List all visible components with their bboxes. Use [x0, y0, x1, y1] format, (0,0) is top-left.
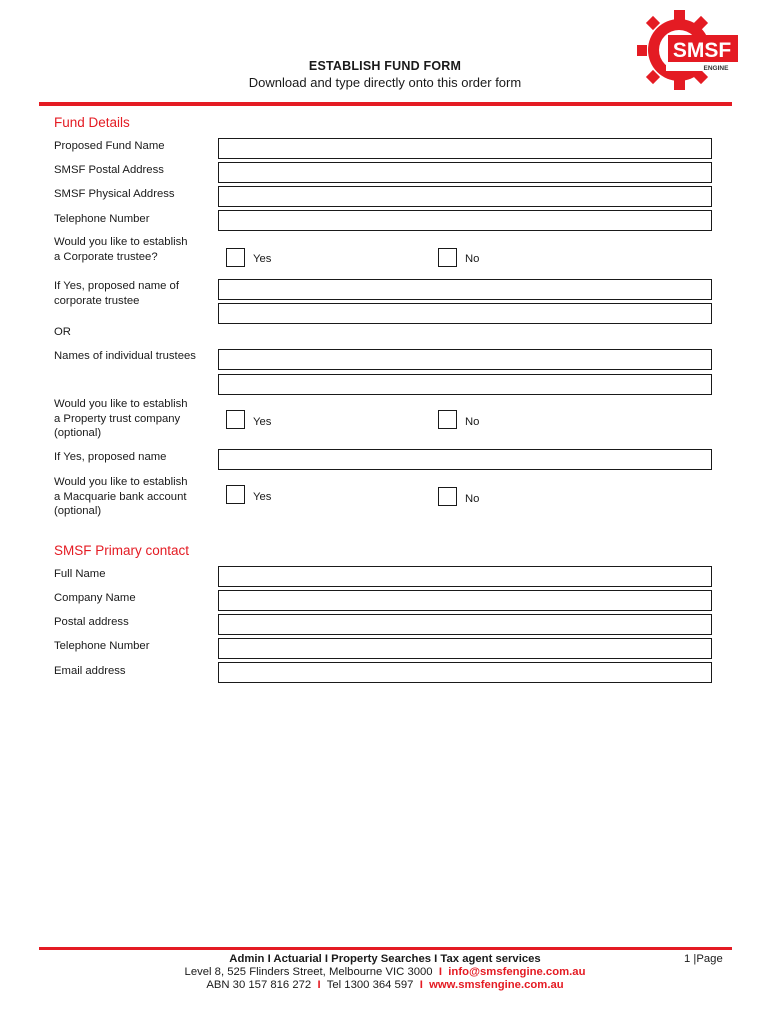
- footer-website-link[interactable]: www.smsfengine.com.au: [429, 979, 564, 991]
- contact-postal-address-field[interactable]: [218, 614, 712, 635]
- full-name-label: Full Name: [54, 568, 106, 580]
- macquarie-no-checkbox[interactable]: [438, 487, 457, 506]
- company-name-label: Company Name: [54, 592, 136, 604]
- footer-separator: I: [317, 979, 321, 991]
- individual-trustee-field-1[interactable]: [218, 349, 712, 370]
- full-name-field[interactable]: [218, 566, 712, 587]
- footer-contact-line: [0, 979, 770, 992]
- macquarie-yes-checkbox[interactable]: [226, 485, 245, 504]
- form-title: ESTABLISH FUND FORM: [308, 59, 462, 73]
- macquarie-yes-label: Yes: [253, 491, 272, 503]
- macquarie-question: Would you like to establish a Macquarie bank account (optional): [54, 476, 188, 517]
- footer-separator: I: [438, 966, 442, 978]
- footer-separator: I: [419, 979, 423, 991]
- primary-contact-heading: SMSF Primary contact: [54, 543, 190, 558]
- property-no-checkbox[interactable]: [438, 410, 457, 429]
- proposed-fund-name-field[interactable]: [218, 138, 712, 159]
- corporate-trustee-question: Would you like to establish a Corporate trustee?: [54, 236, 188, 263]
- footer-address-line: [0, 966, 770, 979]
- footer-services: Admin I Actuarial I Property Searches I Tax agent services: [229, 953, 541, 965]
- contact-telephone-field[interactable]: [218, 638, 712, 659]
- corporate-yes-checkbox[interactable]: [226, 248, 245, 267]
- property-yes-label: Yes: [253, 416, 272, 428]
- corporate-trustee-name-label: If Yes, proposed name of corporate trustee: [54, 280, 179, 307]
- corporate-trustee-name-field-1[interactable]: [218, 279, 712, 300]
- property-name-field[interactable]: [218, 449, 712, 470]
- footer-address: Level 8, 525 Flinders Street, Melbourne VIC 3000: [184, 966, 433, 978]
- postal-address-label: SMSF Postal Address: [54, 164, 164, 176]
- contact-telephone-label: Telephone Number: [54, 640, 150, 652]
- physical-address-label: SMSF Physical Address: [54, 188, 175, 200]
- footer-email-link[interactable]: info@smsfengine.com.au: [448, 966, 586, 978]
- telephone-label: Telephone Number: [54, 213, 150, 225]
- property-no-label: No: [465, 416, 480, 428]
- postal-address-field[interactable]: [218, 162, 712, 183]
- email-label: Email address: [54, 665, 126, 677]
- footer-divider: [39, 947, 732, 950]
- property-yes-checkbox[interactable]: [226, 410, 245, 429]
- individual-trustee-field-2[interactable]: [218, 374, 712, 395]
- logo-subtext: ENGINE: [703, 65, 729, 72]
- telephone-field[interactable]: [218, 210, 712, 231]
- corporate-no-checkbox[interactable]: [438, 248, 457, 267]
- corporate-no-label: No: [465, 253, 480, 265]
- contact-postal-address-label: Postal address: [54, 616, 129, 628]
- individual-trustees-label: Names of individual trustees: [54, 350, 196, 362]
- logo-text: SMSF: [672, 39, 732, 62]
- footer-abn: ABN 30 157 816 272: [206, 979, 312, 991]
- proposed-fund-name-label: Proposed Fund Name: [54, 140, 165, 152]
- property-trust-question: Would you like to establish a Property trust company (optional): [54, 398, 188, 439]
- gear-logo-icon: [634, 8, 738, 92]
- property-name-label: If Yes, proposed name: [54, 451, 167, 463]
- form-subtitle: Download and type directly onto this order form: [248, 75, 522, 90]
- corporate-trustee-name-field-2[interactable]: [218, 303, 712, 324]
- header-divider: [39, 102, 732, 106]
- corporate-yes-label: Yes: [253, 253, 272, 265]
- email-field[interactable]: [218, 662, 712, 683]
- physical-address-field[interactable]: [218, 186, 712, 207]
- or-label: OR: [54, 326, 71, 338]
- company-name-field[interactable]: [218, 590, 712, 611]
- macquarie-no-label: No: [465, 493, 480, 505]
- footer-tel: Tel 1300 364 597: [326, 979, 414, 991]
- page-number: 1 |Page: [684, 953, 723, 965]
- fund-details-heading: Fund Details: [54, 115, 130, 130]
